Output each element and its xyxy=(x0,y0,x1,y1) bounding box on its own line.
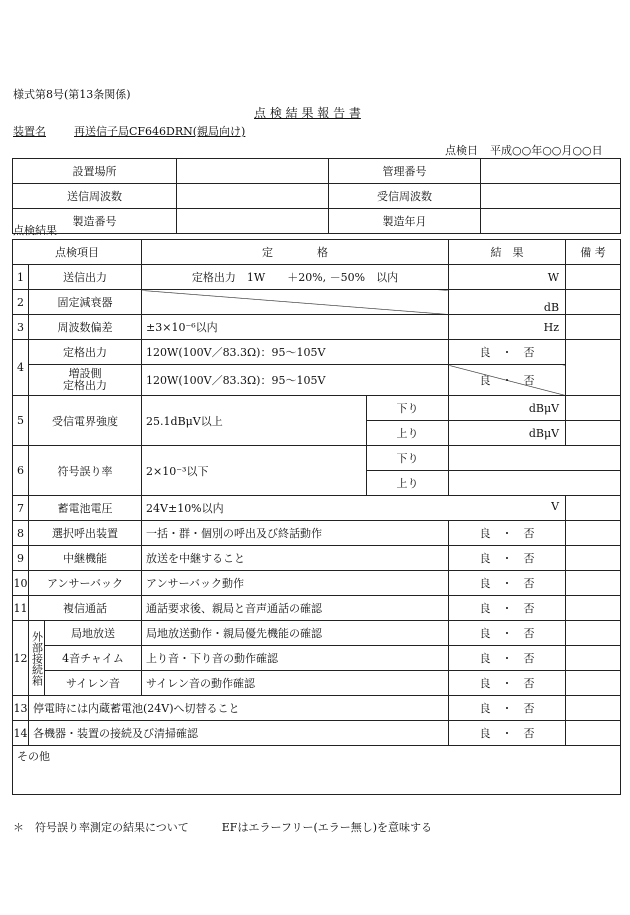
result-local-broadcast[interactable]: 良 ・ 否 xyxy=(449,621,566,646)
row-no: 7 xyxy=(13,496,29,521)
header-result: 結 果 xyxy=(449,240,566,265)
rating-freq-deviation: ±3×10⁻⁶以内 xyxy=(142,315,449,340)
item-local-broadcast: 局地放送 xyxy=(45,621,142,646)
device-label: 装置名 xyxy=(13,125,46,138)
notes-cell[interactable] xyxy=(566,290,621,315)
item-relay-function: 中継機能 xyxy=(29,546,142,571)
notes-cell[interactable] xyxy=(566,621,621,646)
mfg-date-value[interactable] xyxy=(481,209,621,234)
row-no: 8 xyxy=(13,521,29,546)
footnote: ＊ 符号誤り率測定の結果について EFはエラーフリー(エラー無し)を意味する xyxy=(13,821,433,834)
result-rated-output[interactable]: 良 ・ 否 xyxy=(449,340,566,365)
rating-local-broadcast: 局地放送動作・親局優先機能の確認 xyxy=(142,621,449,646)
item-extension-rated-output xyxy=(29,365,142,396)
rating-fixed-attenuator xyxy=(142,290,449,315)
other-label: その他 xyxy=(17,750,50,763)
external-junction-box-label: 外部接続箱 xyxy=(29,621,45,696)
row-no: 3 xyxy=(13,315,29,340)
tx-freq-value[interactable] xyxy=(177,184,329,209)
header-rating: 定 格 xyxy=(142,240,449,265)
notes-cell[interactable] xyxy=(566,646,621,671)
result-duplex-call[interactable]: 良 ・ 否 xyxy=(449,596,566,621)
result-fixed-attenuator[interactable]: dB xyxy=(449,290,566,315)
serial-no-label: 製造番号 xyxy=(13,209,177,234)
result-four-tone-chime[interactable]: 良 ・ 否 xyxy=(449,646,566,671)
header-notes: 備 考 xyxy=(566,240,621,265)
serial-no-value[interactable] xyxy=(177,209,329,234)
notes-cell[interactable] xyxy=(566,421,621,446)
item-rated-output: 定格出力 xyxy=(29,340,142,365)
rating-siren: サイレン音の動作確認 xyxy=(142,671,449,696)
result-answerback[interactable]: 良 ・ 否 xyxy=(449,571,566,596)
rating-answerback: アンサーバック動作 xyxy=(142,571,449,596)
rating-rated-output: 120W(100V／83.3Ω)：95～105V xyxy=(142,340,449,365)
result-selective-call[interactable]: 良 ・ 否 xyxy=(449,521,566,546)
direction-up: 上り xyxy=(367,471,449,496)
results-label: 点検結果 xyxy=(13,224,57,237)
install-location-label: 設置場所 xyxy=(13,159,177,184)
result-relay-function[interactable]: 良 ・ 否 xyxy=(449,546,566,571)
notes-cell[interactable] xyxy=(566,496,621,521)
result-freq-deviation[interactable]: Hz xyxy=(449,315,566,340)
item-bit-error-rate: 符号誤り率 xyxy=(29,446,142,496)
rating-relay-function: 放送を中継すること xyxy=(142,546,449,571)
item-freq-deviation: 周波数偏差 xyxy=(29,315,142,340)
result-rx-up[interactable]: dBμV xyxy=(449,421,566,446)
notes-cell[interactable] xyxy=(566,721,621,746)
item-rated-output-label: 定格出力 xyxy=(63,379,108,392)
notes-cell[interactable] xyxy=(566,671,621,696)
rating-selective-call: 一括・群・個別の呼出及び終話動作 xyxy=(142,521,449,546)
item-answerback: アンサーバック xyxy=(29,571,142,596)
rating-battery-voltage xyxy=(142,496,566,521)
row-no: 14 xyxy=(13,721,29,746)
item-four-tone-chime: 4音チャイム xyxy=(45,646,142,671)
mfg-date-label: 製造年月 xyxy=(329,209,481,234)
direction-down: 下り xyxy=(367,396,449,421)
result-extension-rated-output[interactable]: 良 ・ 否 xyxy=(449,365,566,396)
battery-voltage-unit: V xyxy=(551,500,560,513)
result-tx-output[interactable]: W xyxy=(449,265,566,290)
notes-cell[interactable] xyxy=(566,340,621,396)
result-ber-down[interactable] xyxy=(449,446,621,471)
notes-cell[interactable] xyxy=(566,546,621,571)
inspection-date-value: 平成○○年○○月○○日 xyxy=(490,144,603,157)
row-no: 6 xyxy=(13,446,29,496)
header-item: 点検項目 xyxy=(13,240,142,265)
rating-rx-field-strength: 25.1dBμV以上 xyxy=(142,396,367,446)
form-number: 様式第8号(第13条関係) xyxy=(13,88,131,101)
inspection-date-label: 点検日 xyxy=(445,144,478,157)
management-no-label: 管理番号 xyxy=(329,159,481,184)
row-no: 1 xyxy=(13,265,29,290)
row-no: 10 xyxy=(13,571,29,596)
device-name: 再送信子局CF646DRN(親局向け) xyxy=(74,125,246,138)
row-no: 5 xyxy=(13,396,29,446)
item-siren: サイレン音 xyxy=(45,671,142,696)
rx-freq-label: 受信周波数 xyxy=(329,184,481,209)
notes-cell[interactable] xyxy=(566,571,621,596)
tx-freq-label: 送信周波数 xyxy=(13,184,177,209)
item-selective-call: 選択呼出装置 xyxy=(29,521,142,546)
item-connection-cleaning: 各機器・装置の接続及び清掃確認 xyxy=(29,721,449,746)
item-duplex-call: 複信通話 xyxy=(29,596,142,621)
notes-cell[interactable] xyxy=(566,696,621,721)
item-power-failure-switchover: 停電時には内蔵蓄電池(24V)へ切替ること xyxy=(29,696,449,721)
rating-tx-output: 定格出力 1W ＋20%, －50% 以内 xyxy=(142,265,449,290)
item-fixed-attenuator: 固定減衰器 xyxy=(29,290,142,315)
row-no: 9 xyxy=(13,546,29,571)
management-no-value[interactable] xyxy=(481,159,621,184)
notes-cell[interactable] xyxy=(566,521,621,546)
result-power-failure-switchover[interactable]: 良 ・ 否 xyxy=(449,696,566,721)
notes-cell[interactable] xyxy=(566,315,621,340)
rating-bit-error-rate: 2×10⁻³以下 xyxy=(142,446,367,496)
notes-cell[interactable] xyxy=(566,396,621,421)
item-tx-output: 送信出力 xyxy=(29,265,142,290)
notes-cell[interactable] xyxy=(566,265,621,290)
result-ber-up[interactable] xyxy=(449,471,621,496)
row-no: 13 xyxy=(13,696,29,721)
direction-up: 上り xyxy=(367,421,449,446)
result-rx-down[interactable]: dBμV xyxy=(449,396,566,421)
result-siren[interactable]: 良 ・ 否 xyxy=(449,671,566,696)
rating-four-tone-chime: 上り音・下り音の動作確認 xyxy=(142,646,449,671)
rx-freq-value[interactable] xyxy=(481,184,621,209)
document-title: 点 検 結 果 報 告 書 xyxy=(254,106,361,120)
row-no: 12 xyxy=(13,621,29,696)
rating-extension-rated-output: 120W(100V／83.3Ω)：95～105V xyxy=(142,365,449,396)
info-table xyxy=(12,158,621,234)
item-battery-voltage: 蓄電池電圧 xyxy=(29,496,142,521)
row-no: 11 xyxy=(13,596,29,621)
direction-down: 下り xyxy=(367,446,449,471)
notes-cell[interactable] xyxy=(566,596,621,621)
item-rx-field-strength: 受信電界強度 xyxy=(29,396,142,446)
row-no: 2 xyxy=(13,290,29,315)
other-remarks[interactable] xyxy=(13,746,621,795)
rating-battery-voltage-text: 24V±10%以内 xyxy=(146,502,224,515)
row-no: 4 xyxy=(13,340,29,396)
result-connection-cleaning[interactable]: 良 ・ 否 xyxy=(449,721,566,746)
rating-duplex-call: 通話要求後、親局と音声通話の確認 xyxy=(142,596,449,621)
install-location-value[interactable] xyxy=(177,159,329,184)
results-table xyxy=(12,239,621,795)
item-extension-label: 増設側 xyxy=(68,367,102,380)
